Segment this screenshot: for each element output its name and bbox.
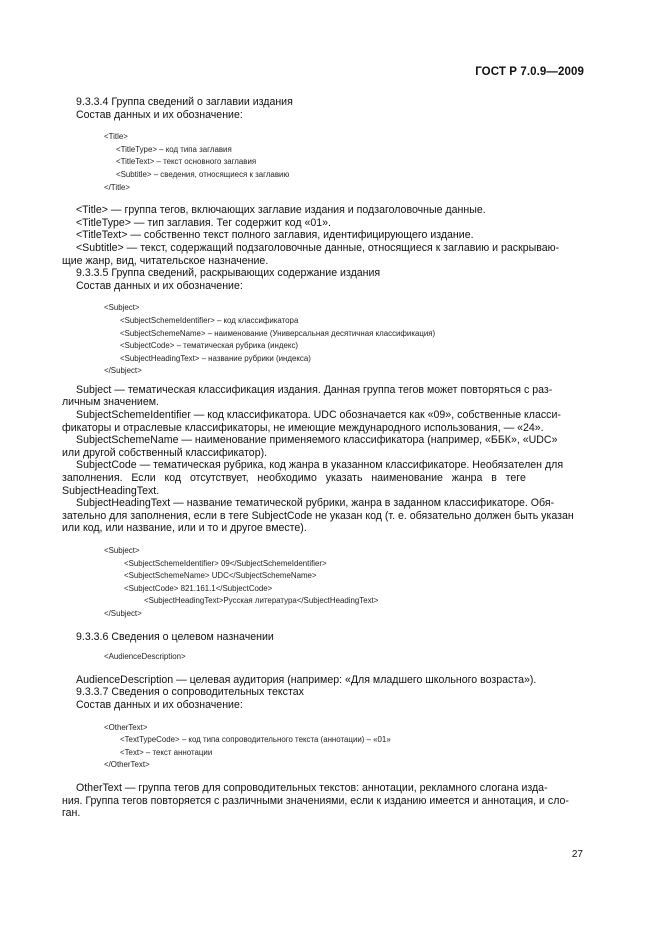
code-line: <SubjectSchemeIdentifier> 09</SubjectSchemeIdentifier> [124,558,327,568]
code-line: <TitleType> – код типа заглавия [116,144,232,154]
code-line: </OtherText> [104,760,150,770]
code-line: <Text> – текст аннотации [120,747,213,757]
section-intro: Состав данных и их обозначение: [76,698,243,711]
code-line: <SubjectSchemeName> UDC</SubjectSchemeName> [124,571,317,581]
section-heading-title-info: 9.3.3.4 Группа сведений о заглавии издания [76,96,293,108]
definition-line: зательно для заполнения, если в теге SubjectCode не указан код (т. е. обязательно должен быть указан [62,509,574,522]
definition-subject-code [62,459,583,497]
definition-line: SubjectSchemeName — наименование применяемого классификатора (например, «ББК», «UDC» [76,434,558,447]
code-line: <SubjectHeadingText>Русская литература</SubjectHeadingText> [144,596,379,606]
code-line: <TextTypeCode> – код типа сопроводительного текста (аннотации) – «01» [120,735,391,745]
code-line: <SubjectSchemeName> – наименование (Универсальная десятичная классификация) [120,328,436,338]
code-block-title [104,131,583,194]
code-block-subject [104,302,583,378]
page-number: 27 [571,849,583,860]
section-intro: Состав данных и их обозначение: [76,279,243,292]
code-line: </Subject> [104,366,142,376]
section-heading-audience: 9.3.3.6 Сведения о целевом назначении [76,630,274,643]
code-line: <Subject> [104,546,140,555]
definition-title-type: <TitleType> — тип заглавия. Тег содержит код «01». [76,216,331,229]
definition-line: фикаторы и отраслевые классификаторы, не имеющие международного использования, — «24». [62,421,544,434]
definition-line: SubjectHeadingText. [62,484,160,497]
section-heading-other-text: 9.3.3.7 Сведения о сопроводительных текстах [76,686,304,699]
definition-line: заполнения. Если код отсутствует, необходимо указать наименование жанра в теге [62,472,526,485]
definition-line: Subject — тематическая классификация издания. Данная группа тегов может повторяться с раз- [76,383,553,396]
section-heading-subject: 9.3.3.5 Группа сведений, раскрывающих содержание издания [76,267,381,280]
code-line: <SubjectSchemeIdentifier> – код классификатора [120,315,299,325]
code-line: <SubjectHeadingText> – название рубрики (индекса) [120,353,311,363]
page-content [62,96,583,820]
code-line: <TitleText> – текст основного заглавия [116,157,257,167]
code-block-subject-example [104,545,583,621]
code-line: <Title> [104,132,128,142]
section-intro: Состав данных и их обозначение: [76,108,243,121]
definition-line: ган. [62,807,81,820]
code-block-other-text [104,722,583,772]
definition-line: SubjectHeadingText — название тематической рубрики, жанра в заданном классификаторе. Обя- [76,497,555,510]
definition-title-text: <TitleText> — собственно текст полного заглавия, идентифицирующего издание. [76,229,474,242]
definition-line: или другой собственный классификатор). [62,446,268,459]
code-line: <SubjectCode> 821.161.1</SubjectCode> [124,583,273,593]
code-line: <Subtitle> – сведения, относящиеся к заглавию [116,169,290,179]
definition-subtitle-line2: щие жанр, вид, читательское назначение. [62,254,269,267]
definition-other-text [62,782,583,820]
code-line: <SubjectCode> – тематическая рубрика (индекс) [120,341,299,351]
definition-subject [62,384,583,409]
code-line: <Subject> [104,303,140,313]
code-line: <OtherText> [104,722,148,732]
code-line: </Subject> [104,608,142,618]
document-standard-id: ГОСТ Р 7.0.9—2009 [475,66,584,78]
code-line: </Title> [104,182,131,192]
definition-audience-description: AudienceDescription — целевая аудитория (например: «Для младшего школьного возраста»). [76,673,537,686]
definition-subject-heading-text [62,497,583,535]
definition-line: ния. Группа тегов повторяется с различными значениями, если к изданию имеется и аннотация, и сло- [62,794,569,807]
definition-subtitle-line1: <Subtitle> — текст, содержащий подзаголовочные данные, относящиеся к заглавию и раскрываю- [76,241,560,254]
definition-line: SubjectSchemeIdentifier — код классификатора. UDC обозначается как «09», собственные класси- [76,409,561,422]
definition-title: <Title> — группа тегов, включающих заглавие издания и подзаголовочные данные. [76,204,486,217]
definition-subject-scheme-identifier [62,409,583,434]
definition-line: личным значением. [62,396,159,409]
definition-line: или код, или название, или и то и другое вместе). [62,522,307,535]
definition-line: OtherText — группа тегов для сопроводительных текстов: аннотации, рекламного слогана изда- [76,781,548,794]
code-line: <AudienceDescription> [104,652,186,662]
definition-line: SubjectCode — тематическая рубрика, код жанра в указанном классификаторе. Необязателен для [76,459,564,472]
code-block-audience [104,651,583,664]
definition-subject-scheme-name [62,434,583,459]
